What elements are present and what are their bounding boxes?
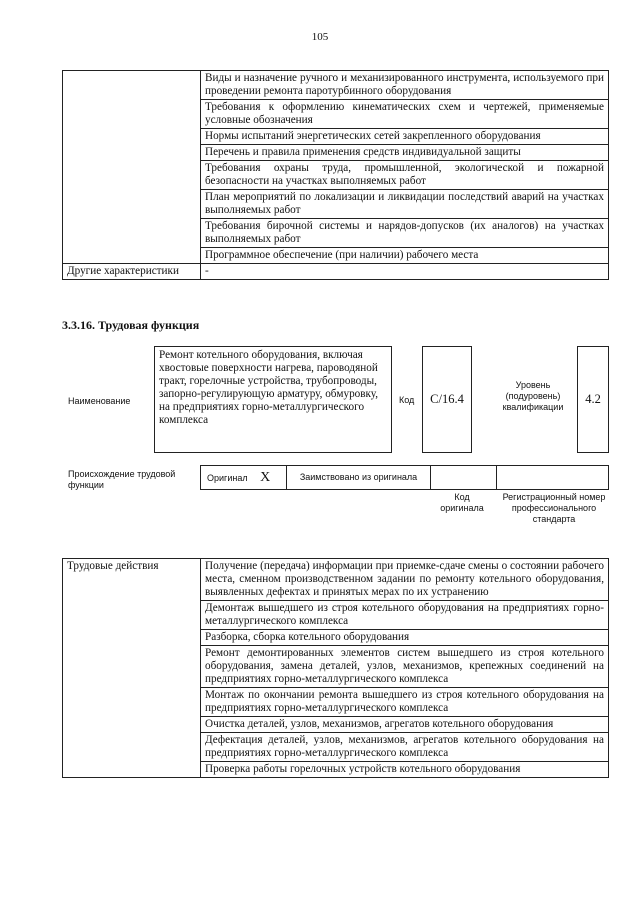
- labor-action-row: Разборка, сборка котельного оборудования: [201, 630, 609, 646]
- code-caption: Код оригинала: [440, 492, 484, 513]
- page-number: 105: [311, 31, 329, 43]
- other-characteristics-value: -: [201, 264, 609, 280]
- origin-label: Происхождение трудовой функции: [68, 469, 176, 490]
- level-label: Уровень (подуровень) квалификации: [502, 380, 564, 412]
- labor-action-row: Получение (передача) информации при приемке-сдаче смены о состоянии рабочего места, сменном производственном задании по ремонту котельного оборудования, выявленных дефектах и принятых мерах по их устранению: [201, 559, 609, 601]
- labor-actions-label: Трудовые действия: [63, 559, 201, 778]
- labor-action-row: Очистка деталей, узлов, механизмов, агрегатов котельного оборудования: [201, 717, 609, 733]
- knowledge-row: Виды и назначение ручного и механизированного инструмента, используемого при проведении ремонта паротурбинного оборудования: [201, 71, 609, 100]
- function-code-box: С/16.4: [422, 346, 472, 453]
- origin-table: [200, 465, 609, 490]
- other-characteristics-label: Другие характеристики: [63, 264, 201, 280]
- knowledge-row: Программное обеспечение (при наличии) рабочего места: [201, 248, 609, 264]
- knowledge-row: План мероприятий по локализации и ликвидации последствий аварий на участках выполняемых работ: [201, 190, 609, 219]
- original-cell: [201, 466, 287, 490]
- labor-action-row: Ремонт демонтированных элементов систем вышедшего из строя котельного оборудования, замена деталей, узлов, механизмов, крепежных соединений на предприятиях горно-металлургического комплекса: [201, 646, 609, 688]
- knowledge-row: Требования к оформлению кинематических схем и чертежей, применяемые условные обозначения: [201, 100, 609, 129]
- name-label: Наименование: [68, 396, 131, 406]
- knowledge-row: Требования бирочной системы и нарядов-допусков (их аналогов) на участках выполняемых работ: [201, 219, 609, 248]
- original-code-cell: [431, 466, 497, 490]
- knowledge-table: [62, 70, 609, 280]
- knowledge-label-cell: [63, 71, 201, 264]
- qualification-level-box: 4.2: [577, 346, 609, 453]
- function-name-box: Ремонт котельного оборудования, включая хвостовые поверхности нагрева, пароводяной тракт, горелочные устройства, трубопроводы, запорно-регулирующую арматуру, обмуровку, на предприятиях горно-металлургического комплекса: [154, 346, 392, 453]
- section-title: 3.3.16. Трудовая функция: [62, 318, 200, 332]
- labor-action-row: Дефектация деталей, узлов, механизмов, агрегатов котельного оборудования на предприятиях горно-металлургического комплекса: [201, 733, 609, 762]
- original-mark: X: [260, 469, 271, 485]
- borrowed-label: Заимствовано из оригинала: [287, 466, 431, 490]
- labor-actions-table: [62, 558, 609, 778]
- labor-action-row: Монтаж по окончании ремонта вышедшего из строя котельного оборудования на предприятиях горно-металлургического комплекса: [201, 688, 609, 717]
- labor-action-row: Проверка работы горелочных устройств котельного оборудования: [201, 762, 609, 778]
- labor-action-row: Демонтаж вышедшего из строя котельного оборудования на предприятиях горно-металлургического комплекса: [201, 601, 609, 630]
- knowledge-row: Перечень и правила применения средств индивидуальной защиты: [201, 145, 609, 161]
- code-label: Код: [399, 395, 415, 405]
- knowledge-row: Нормы испытаний энергетических сетей закрепленного оборудования: [201, 129, 609, 145]
- original-label: Оригинал: [207, 472, 248, 483]
- knowledge-row: Требования охраны труда, промышленной, экологической и пожарной безопасности на участках выполняемых работ: [201, 161, 609, 190]
- registration-caption: Регистрационный номер профессионального стандарта: [502, 492, 606, 524]
- registration-number-cell: [497, 466, 609, 490]
